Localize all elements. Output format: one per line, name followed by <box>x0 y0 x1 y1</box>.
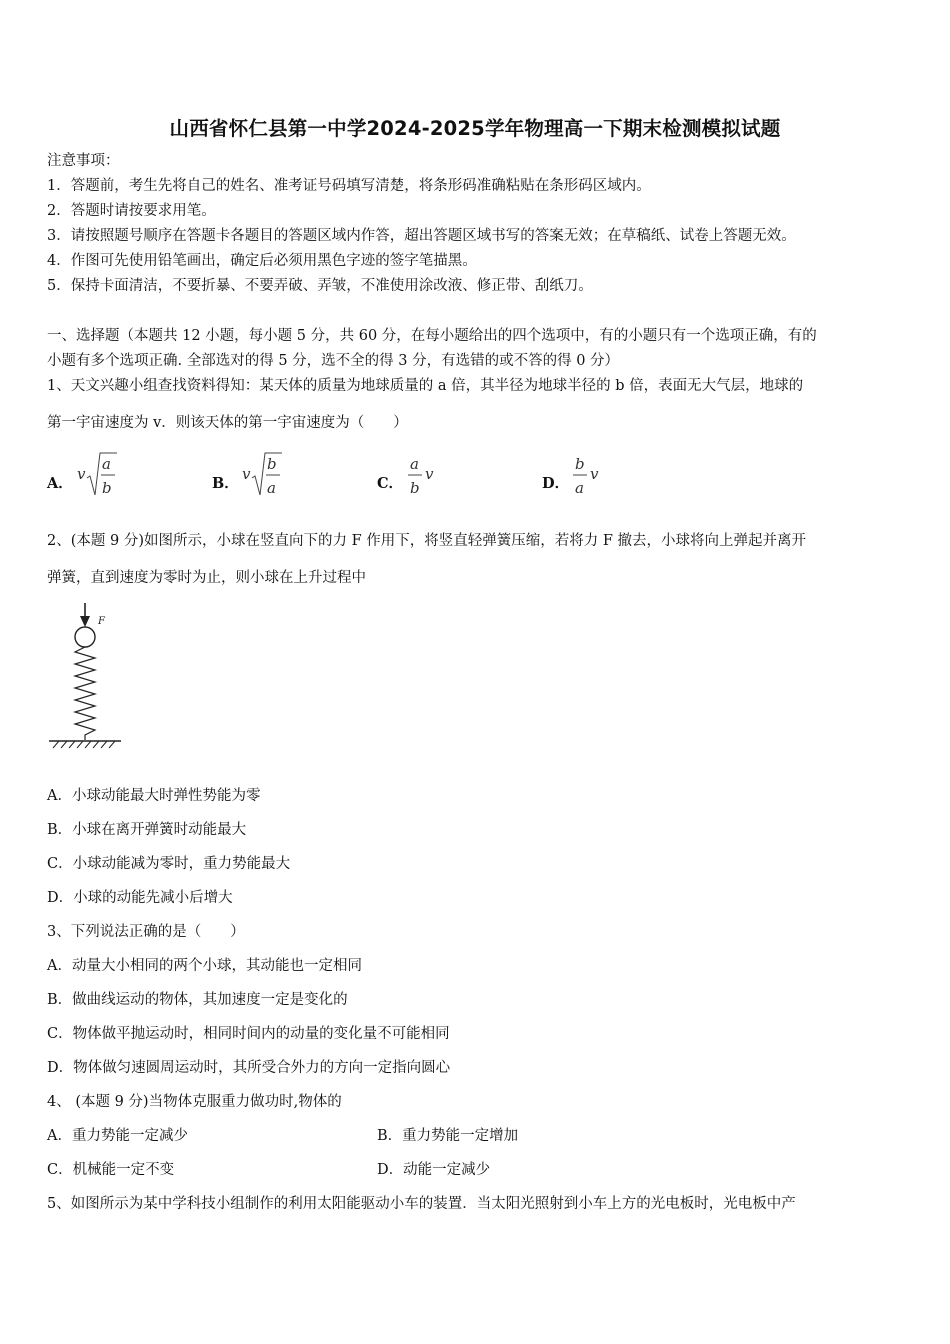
page-title: 山西省怀仁县第一中学2024-2025学年物理高一下期末检测模拟试题 <box>169 117 781 140</box>
q4-option-a[interactable]: A．重力势能一定减少 <box>47 1128 188 1144</box>
formula-v: v <box>590 465 599 483</box>
q2-stem-line1: 2、(本题 9 分)如图所示，小球在竖直向下的力 F 作用下，将竖直轻弹簧压缩，若将力 F 撤去，小球将向上弹起并离开 <box>47 533 807 549</box>
q2-option-d[interactable]: D．小球的动能先减小后增大 <box>47 890 233 906</box>
formula-numerator: a <box>410 455 419 473</box>
q3-option-b[interactable]: B．做曲线运动的物体，其加速度一定是变化的 <box>47 992 348 1008</box>
fraction-formula <box>405 448 465 504</box>
q2-stem-line2: 弹簧，直到速度为零时为止，则小球在上升过程中 <box>47 570 366 586</box>
sqrt-fraction-formula <box>240 448 310 504</box>
section-heading-line2: 小题有多个选项正确. 全部选对的得 5 分，选不全的得 3 分，有选错的或不答的得 0 分） <box>47 353 620 369</box>
q1-stem-line2: 第一宇宙速度为 v．则该天体的第一宇宙速度为（ ） <box>47 415 408 431</box>
formula-denominator: a <box>575 479 584 497</box>
fraction-formula <box>570 448 630 504</box>
formula-denominator: a <box>267 479 276 497</box>
formula-numerator: a <box>102 455 111 473</box>
q1-stem-line1: 1、天文兴趣小组查找资料得知：某天体的质量为地球质量的 a 倍，其半径为地球半径的 b 倍，表面无大气层，地球的 <box>47 378 804 394</box>
q3-option-a[interactable]: A．动量大小相同的两个小球，其动能也一定相同 <box>47 958 362 974</box>
q3-stem: 3、下列说法正确的是（ ） <box>47 924 245 940</box>
q2-option-a[interactable]: A．小球动能最大时弹性势能为零 <box>47 788 261 804</box>
notice-item: 4．作图可先使用铅笔画出，确定后必须用黑色字迹的签字笔描黑。 <box>47 253 477 269</box>
q4-stem: 4、 (本题 9 分)当物体克服重力做功时,物体的 <box>47 1094 342 1110</box>
formula-v: v <box>425 465 434 483</box>
q2-option-c[interactable]: C．小球动能减为零时，重力势能最大 <box>47 856 291 872</box>
spring-ball-figure <box>47 600 127 755</box>
q1-options <box>47 448 747 504</box>
q3-option-d[interactable]: D．物体做匀速圆周运动时，其所受合外力的方向一定指向圆心 <box>47 1060 451 1076</box>
option-label: B． <box>212 475 239 492</box>
notice-item: 3．请按照题号顺序在答题卡各题目的答题区域内作答，超出答题区域书写的答案无效；在草稿纸、试卷上答题无效。 <box>47 228 796 244</box>
formula-denominator: b <box>410 479 420 497</box>
notice-item: 1．答题前，考生先将自己的姓名、准考证号码填写清楚，将条形码准确粘贴在条形码区域内。 <box>47 178 651 194</box>
formula-v: v <box>77 465 86 483</box>
option-label: A． <box>47 475 73 492</box>
formula-v: v <box>242 465 251 483</box>
q4-option-d[interactable]: D．动能一定减少 <box>377 1162 491 1178</box>
option-label: C． <box>377 475 404 492</box>
notice-item: 2．答题时请按要求用笔。 <box>47 203 216 219</box>
q4-option-b[interactable]: B．重力势能一定增加 <box>377 1128 519 1144</box>
q5-stem-line1: 5、如图所示为某中学科技小组制作的利用太阳能驱动小车的装置．当太阳光照射到小车上方的光电板时，光电板中产 <box>47 1196 796 1212</box>
force-label-F: F <box>98 616 105 627</box>
section-heading-line1: 一、选择题（本题共 12 小题，每小题 5 分，共 60 分，在每小题给出的四个选项中，有的小题只有一个选项正确，有的 <box>47 328 817 344</box>
notice-item: 5．保持卡面清洁，不要折暴、不要弄破、弄皱，不准使用涂改液、修正带、刮纸刀。 <box>47 278 593 294</box>
option-label: D． <box>542 475 570 492</box>
sqrt-fraction-formula <box>75 448 145 504</box>
q3-option-c[interactable]: C．物体做平抛运动时，相同时间内的动量的变化量不可能相同 <box>47 1026 450 1042</box>
formula-denominator: b <box>102 479 112 497</box>
notice-heading: 注意事项： <box>47 153 120 169</box>
formula-numerator: b <box>267 455 277 473</box>
q4-option-c[interactable]: C．机械能一定不变 <box>47 1162 175 1178</box>
q2-option-b[interactable]: B．小球在离开弹簧时动能最大 <box>47 822 247 838</box>
formula-numerator: b <box>575 455 585 473</box>
